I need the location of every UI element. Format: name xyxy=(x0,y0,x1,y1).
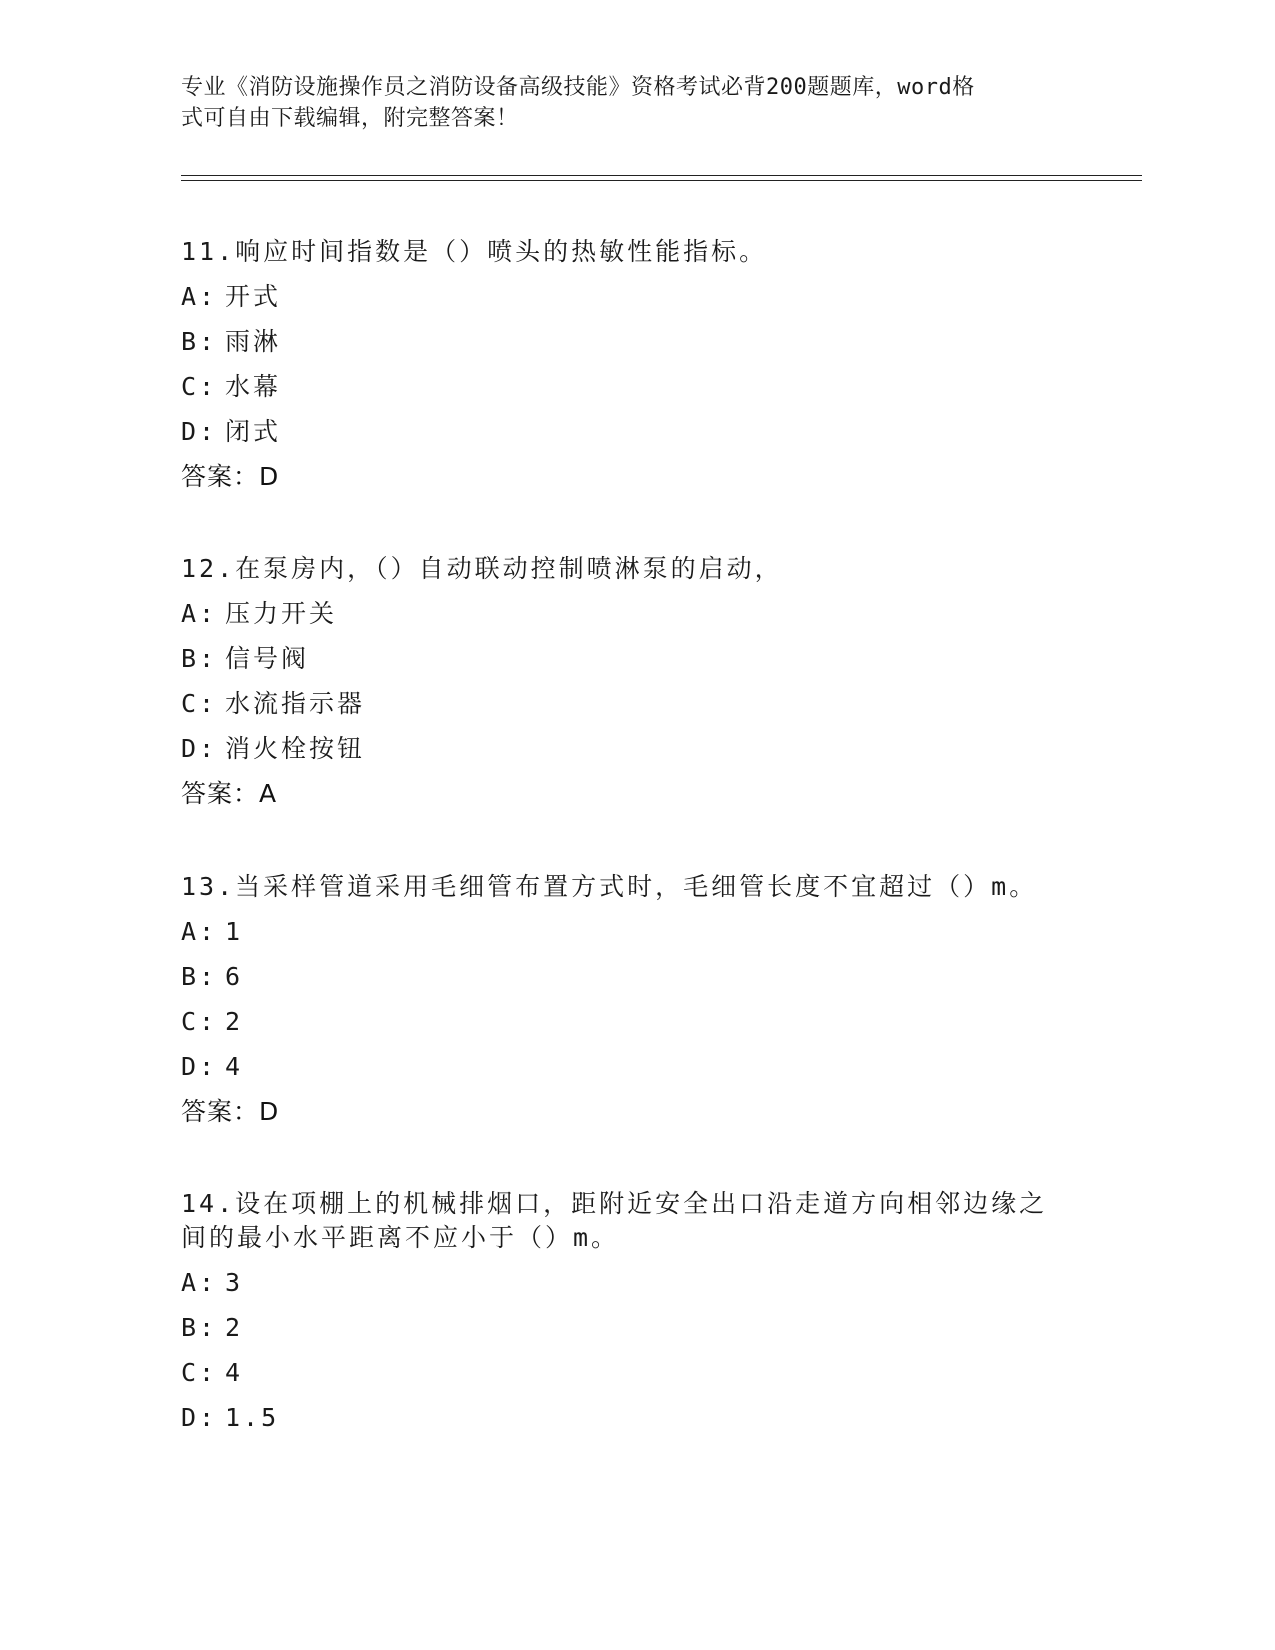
option-c xyxy=(181,370,1061,404)
option-text: 4 xyxy=(225,1052,244,1081)
question-stem-line: 14.设在项棚上的机械排烟口，距附近安全出口沿走道方向相邻边缘之 xyxy=(181,1189,1048,1218)
option-letter: A: xyxy=(181,599,218,628)
question-stem-line: 11.响应时间指数是（）喷头的热敏性能指标。 xyxy=(181,237,768,266)
option-d xyxy=(181,732,1061,766)
option-letter: B: xyxy=(181,327,218,356)
option-a xyxy=(181,1266,1061,1300)
option-text: 1 xyxy=(225,917,244,946)
header-divider-bottom xyxy=(181,180,1142,181)
option-b xyxy=(181,325,1061,359)
option-b xyxy=(181,960,1061,994)
option-text: 开式 xyxy=(225,282,282,311)
option-text: 信号阀 xyxy=(225,644,310,673)
question-14 xyxy=(181,1187,1061,1446)
option-c xyxy=(181,1005,1061,1039)
option-text: 水幕 xyxy=(225,372,282,401)
option-letter: C: xyxy=(181,689,218,718)
option-text: 4 xyxy=(225,1358,244,1387)
option-c xyxy=(181,1356,1061,1390)
answer-line: 答案：D xyxy=(181,462,280,491)
document-header xyxy=(181,72,1041,134)
option-letter: C: xyxy=(181,1358,218,1387)
option-letter: D: xyxy=(181,1403,218,1432)
option-text: 6 xyxy=(225,962,244,991)
header-line-1: 专业《消防设施操作员之消防设备高级技能》资格考试必背200题题库，word格 xyxy=(181,75,975,100)
option-letter: A: xyxy=(181,1268,218,1297)
option-a xyxy=(181,915,1061,949)
option-text: 压力开关 xyxy=(225,599,338,628)
option-text: 1.5 xyxy=(225,1403,280,1432)
question-stem-line: 12.在泵房内，（）自动联动控制喷淋泵的启动， xyxy=(181,554,783,583)
question-11 xyxy=(181,235,1061,494)
option-text: 2 xyxy=(225,1007,244,1036)
option-letter: C: xyxy=(181,372,218,401)
question-stem-line: 13.当采样管道采用毛细管布置方式时，毛细管长度不宜超过（）m。 xyxy=(181,872,1038,901)
option-d xyxy=(181,1050,1061,1084)
option-d xyxy=(181,1401,1061,1435)
option-letter: B: xyxy=(181,644,218,673)
option-a xyxy=(181,280,1061,314)
answer-line: 答案：A xyxy=(181,779,278,808)
question-stem xyxy=(181,235,1061,269)
answer-line: 答案：D xyxy=(181,1097,280,1126)
option-text: 雨淋 xyxy=(225,327,282,356)
option-letter: A: xyxy=(181,917,218,946)
option-text: 消火栓按钮 xyxy=(225,734,366,763)
option-letter: D: xyxy=(181,1052,218,1081)
question-13 xyxy=(181,870,1061,1129)
question-stem xyxy=(181,552,1061,586)
option-text: 水流指示器 xyxy=(225,689,366,718)
option-text: 3 xyxy=(225,1268,244,1297)
header-divider-top xyxy=(181,175,1142,176)
option-text: 2 xyxy=(225,1313,244,1342)
option-text: 闭式 xyxy=(225,417,282,446)
question-stem xyxy=(181,1187,1061,1255)
option-letter: D: xyxy=(181,417,218,446)
option-b xyxy=(181,642,1061,676)
question-12 xyxy=(181,552,1061,811)
question-stem-line: 间的最小水平距离不应小于（）m。 xyxy=(181,1223,620,1252)
option-c xyxy=(181,687,1061,721)
option-d xyxy=(181,415,1061,449)
option-letter: B: xyxy=(181,1313,218,1342)
option-b xyxy=(181,1311,1061,1345)
option-letter: A: xyxy=(181,282,218,311)
option-a xyxy=(181,597,1061,631)
header-line-2: 式可自由下载编辑，附完整答案！ xyxy=(181,106,519,131)
option-letter: D: xyxy=(181,734,218,763)
option-letter: B: xyxy=(181,962,218,991)
question-stem xyxy=(181,870,1061,904)
option-letter: C: xyxy=(181,1007,218,1036)
